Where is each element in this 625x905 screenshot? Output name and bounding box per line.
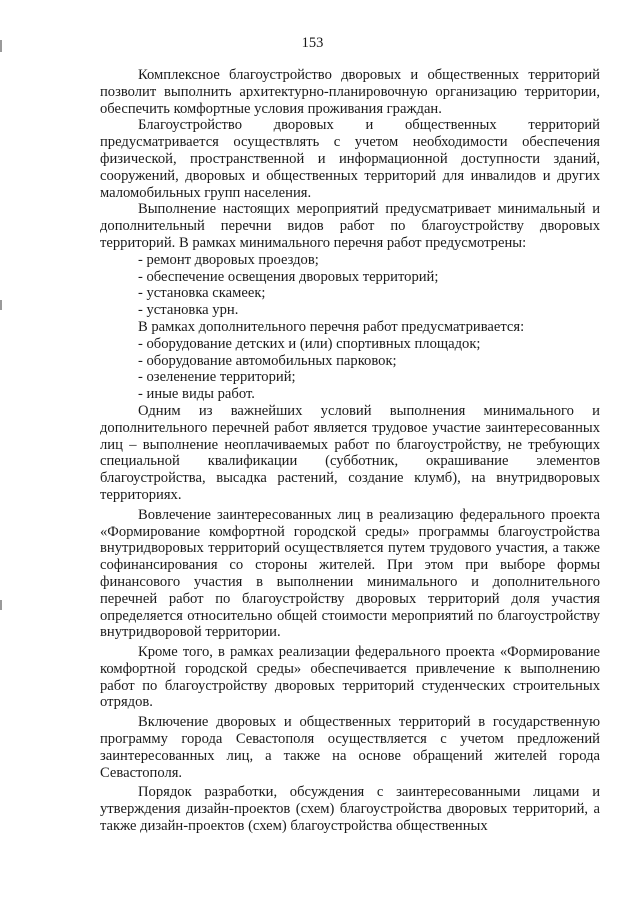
paragraph: Благоустройство дворовых и общественных территорий предусматривается осуществлять с учетом необходимости обеспечения физической, пространственной и информационной доступности зданий, сооружений, дворовых и общественных территорий для инвалидов и других маломобильных групп населения. [100, 117, 600, 201]
paragraph: Включение дворовых и общественных территорий в государственную программу города Севастополя осуществляется с учетом предложений заинтересованных лиц, а также на основе обращений жителей города Севастополя. [100, 714, 600, 781]
list-item: - озеленение территорий; [138, 369, 296, 386]
paragraph: Порядок разработки, обсуждения с заинтересованными лицами и утверждения дизайн-проектов (схем) благоустройства дворовых территорий, а также дизайн-проектов (схем) благоустройства общественных [100, 784, 600, 835]
paragraph: Вовлечение заинтересованных лиц в реализацию федерального проекта «Формирование комфортной городской среды» программы благоустройства внутридворовых территорий осуществляется путем трудового участия, а также софинансирования со стороны жителей. При этом при выборе формы финансового участия в выполнении минимального и дополнительного перечней работ по благоустройству дворовых территорий доля участия определяется относительно общей стоимости мероприятий по благоустройству внутридворовой территории. [100, 506, 600, 641]
list-item: - обеспечение освещения дворовых территорий; [138, 268, 439, 285]
paragraph: Комплексное благоустройство дворовых и общественных территорий позволит выполнить архитектурно-планировочную организацию территории, обеспечить комфортные условия проживания граждан. [100, 67, 600, 117]
scan-edge-mark [0, 300, 2, 310]
list-item: - ремонт дворовых проездов; [138, 251, 319, 268]
scan-edge-mark [0, 600, 2, 610]
list-item: В рамках дополнительного перечня работ предусматривается: [138, 318, 525, 335]
list-item: - иные виды работ. [138, 386, 255, 403]
document-body [100, 67, 600, 835]
page-number: 153 [301, 35, 324, 51]
list-item: - установка скамеек; [138, 285, 266, 302]
paragraph: Одним из важнейших условий выполнения минимального и дополнительного перечней работ является трудовое участие заинтересованных лиц – выполнение неоплачиваемых работ по благоустройству, не требующих специальной квалификации (субботник, окрашивание элементов благоустройства, высадка растений, создание клумб), на внутридворовых территориях. [100, 402, 600, 503]
paragraph: Кроме того, в рамках реализации федерального проекта «Формирование комфортной городской среды» обеспечивается привлечение к выполнению работ по благоустройству дворовых территорий студенческих строительных отрядов. [100, 644, 600, 711]
list-item: - оборудование автомобильных парковок; [138, 352, 397, 369]
paragraph: Выполнение настоящих мероприятий предусматривает минимальный и дополнительный перечни видов работ по благоустройству дворовых территорий. В рамках минимального перечня работ предусмотрены: [100, 201, 600, 251]
list-item: - оборудование детских и (или) спортивных площадок; [138, 335, 481, 352]
list-item: - установка урн. [138, 302, 239, 319]
